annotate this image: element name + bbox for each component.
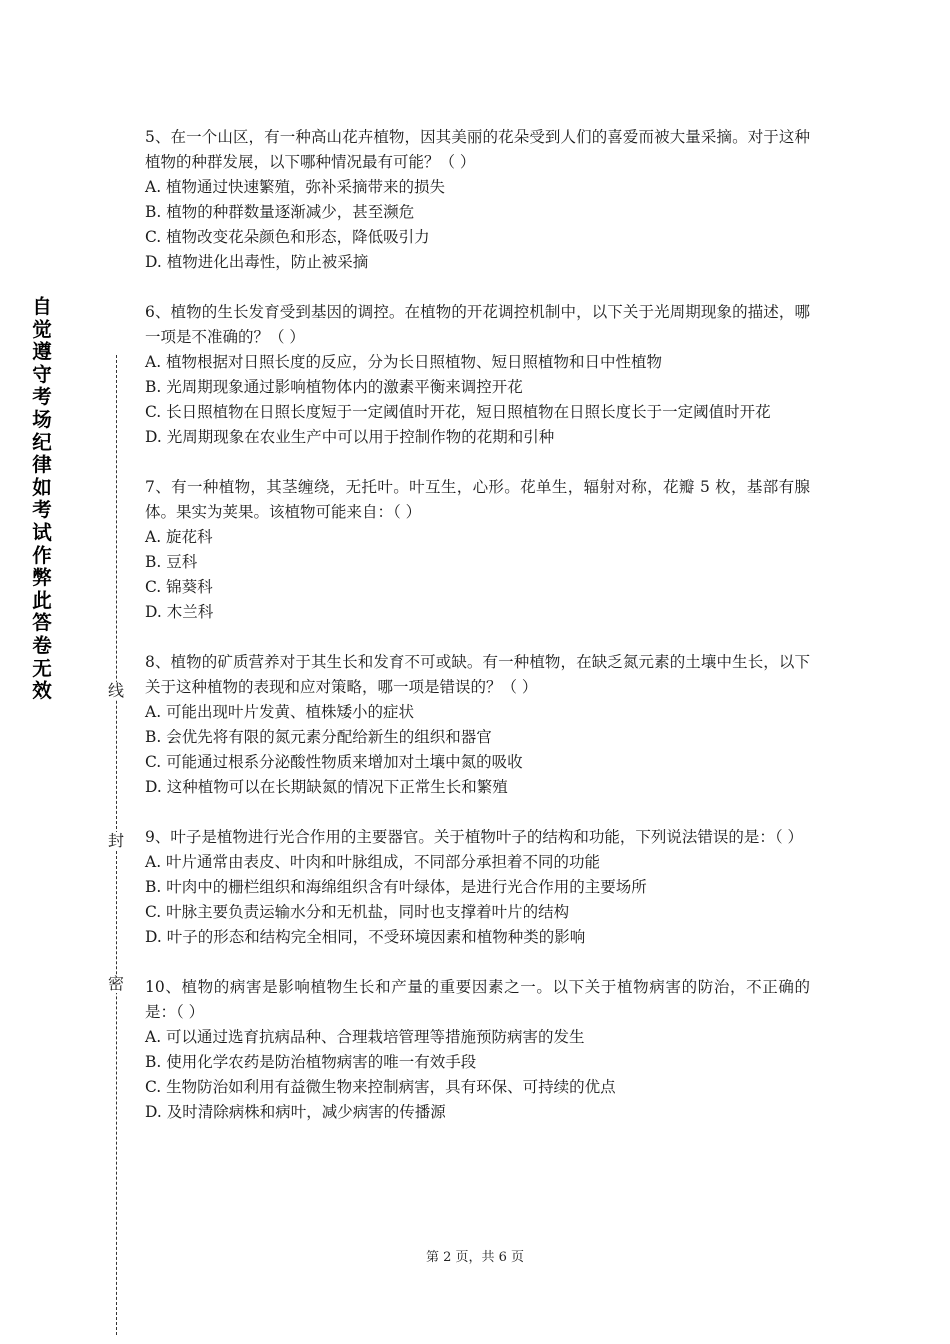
question-7 — [145, 475, 810, 625]
question-stem: 10、植物的病害是影响植物生长和产量的重要因素之一。以下关于植物病害的防治，不正确的是：（ ） — [145, 978, 810, 1021]
warning-char: 遵 — [32, 340, 52, 364]
option-b: B. 光周期现象通过影响植物体内的激素平衡来调控开花 — [145, 378, 523, 396]
option-d: D. 叶子的形态和结构完全相同，不受环境因素和植物种类的影响 — [145, 928, 586, 946]
question-8 — [145, 650, 810, 800]
option-c: C. 可能通过根系分泌酸性物质来增加对土壤中氮的吸收 — [145, 753, 523, 771]
option-a: A. 叶片通常由表皮、叶肉和叶脉组成，不同部分承担着不同的功能 — [145, 853, 601, 871]
option-a: A. 可以通过选育抗病品种、合理栽培管理等措施预防病害的发生 — [145, 1028, 585, 1046]
warning-char: 自 — [32, 295, 52, 318]
seal-char-seal: 封 — [107, 831, 124, 850]
page-footer: 第 2 页，共 6 页 — [425, 1250, 525, 1265]
option-b: B. 会优先将有限的氮元素分配给新生的组织和器官 — [145, 728, 492, 746]
question-10 — [145, 975, 810, 1125]
option-d: D. 木兰科 — [145, 603, 214, 621]
warning-char: 场 — [32, 407, 52, 431]
warning-char: 作 — [32, 543, 52, 567]
option-a: A. 植物通过快速繁殖，弥补采摘带来的损失 — [145, 178, 446, 196]
warning-char: 如 — [32, 475, 52, 499]
warning-char: 纪 — [32, 430, 52, 454]
option-c: C. 叶脉主要负责运输水分和无机盐，同时也支撑着叶片的结构 — [145, 903, 570, 921]
question-stem: 8、植物的矿质营养对于其生长和发育不可或缺。有一种植物，在缺乏氮元素的土壤中生长，以下关于这种植物的表现和应对策略，哪一项是错误的？（ ） — [145, 653, 810, 696]
warning-char: 考 — [32, 385, 52, 409]
warning-char: 效 — [32, 679, 52, 703]
question-5 — [145, 125, 810, 275]
option-c: C. 锦葵科 — [145, 578, 213, 596]
option-c: C. 生物防治如利用有益微生物来控制病害，具有环保、可持续的优点 — [145, 1078, 616, 1096]
warning-char: 守 — [32, 362, 52, 386]
option-b: B. 叶肉中的栅栏组织和海绵组织含有叶绿体，是进行光合作用的主要场所 — [145, 878, 647, 896]
question-stem: 7、有一种植物，其茎缠绕，无托叶。叶互生，心形。花单生，辐射对称，花瓣 5 枚，基部有腺体。果实为荚果。该植物可能来自：（ ） — [145, 478, 810, 521]
warning-char: 弊 — [32, 566, 52, 590]
warning-char: 答 — [32, 611, 52, 635]
seal-char-secret: 密 — [107, 974, 124, 993]
option-d: D. 及时清除病株和病叶，减少病害的传播源 — [145, 1103, 446, 1121]
option-c: C. 植物改变花朵颜色和形态，降低吸引力 — [145, 228, 430, 246]
option-a: A. 植物根据对日照长度的反应，分为长日照植物、短日照植物和日中性植物 — [145, 353, 663, 371]
option-a: A. 可能出现叶片发黄、植株矮小的症状 — [145, 703, 415, 721]
warning-char: 试 — [32, 520, 52, 544]
option-b: B. 使用化学农药是防治植物病害的唯一有效手段 — [145, 1053, 477, 1071]
option-a: A. 旋花科 — [145, 528, 213, 546]
question-list — [145, 125, 810, 1150]
warning-char: 考 — [32, 498, 52, 522]
question-stem: 9、叶子是植物进行光合作用的主要器官。关于植物叶子的结构和功能，下列说法错误的是：（ ） — [145, 828, 804, 846]
warning-char: 律 — [32, 453, 52, 477]
warning-char: 此 — [32, 588, 52, 612]
option-b: B. 豆科 — [145, 553, 198, 571]
option-c: C. 长日照植物在日照长度短于一定阈值时开花，短日照植物在日照长度长于一定阈值时开花 — [145, 403, 771, 421]
question-stem: 5、在一个山区，有一种高山花卉植物，因其美丽的花朵受到人们的喜爱而被大量采摘。对于这种植物的种群发展，以下哪种情况最有可能？（ ） — [145, 128, 810, 171]
question-6 — [145, 300, 810, 450]
option-d: D. 这种植物可以在长期缺氮的情况下正常生长和繁殖 — [145, 778, 508, 796]
question-9 — [145, 825, 810, 950]
option-b: B. 植物的种群数量逐渐减少，甚至濒危 — [145, 203, 415, 221]
seal-char-line: 线 — [107, 681, 124, 700]
option-d: D. 植物进化出毒性，防止被采摘 — [145, 253, 369, 271]
option-d: D. 光周期现象在农业生产中可以用于控制作物的花期和引种 — [145, 428, 555, 446]
warning-char: 卷 — [32, 633, 52, 657]
warning-char: 无 — [32, 656, 52, 680]
warning-char: 觉 — [32, 317, 52, 341]
exam-warning-text — [30, 296, 54, 703]
question-stem: 6、植物的生长发育受到基因的调控。在植物的开花调控机制中，以下关于光周期现象的描述，哪一项是不准确的？（ ） — [145, 303, 810, 346]
